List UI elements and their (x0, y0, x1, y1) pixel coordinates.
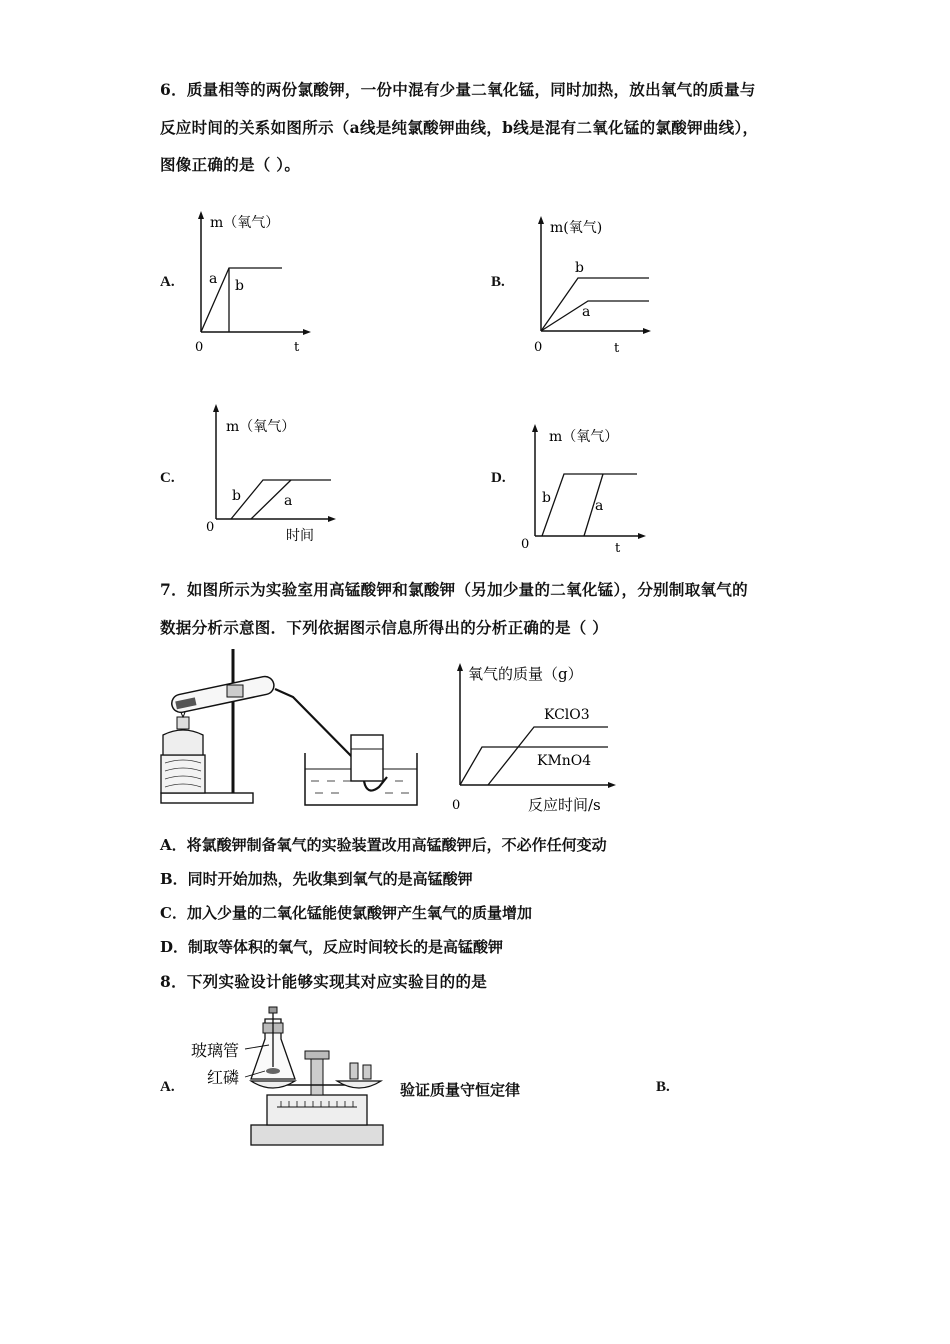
balance-base (251, 1125, 383, 1145)
origin-label: 0 (195, 340, 204, 355)
y-axis-label: m（氧气） (210, 215, 280, 231)
x-axis-label: t (615, 541, 621, 556)
curve-b-label: b (575, 260, 584, 276)
curve-a-label: a (595, 498, 604, 514)
origin-label: 0 (521, 537, 530, 552)
q6-stem-line2: 反应时间的关系如图所示（a线是纯氯酸钾曲线，b线是混有二氧化锰的氯酸钾曲线）， (160, 118, 759, 137)
x-axis-label: t (614, 341, 620, 356)
clamp (227, 685, 243, 697)
origin-label: 0 (452, 798, 461, 813)
y-axis-arrow (213, 404, 219, 412)
y-axis-label: m(氧气) (550, 220, 603, 236)
curve-a-label: a (284, 493, 293, 509)
x-axis-arrow (328, 516, 336, 522)
gas-collecting-bottle (351, 735, 383, 781)
q6-stem-line1: 6．质量相等的两份氯酸钾，一份中混有少量二氧化锰，同时加热，放出氧气的质量与 (160, 80, 756, 99)
q7-option-d: D．制取等体积的氧气，反应时间较长的是高锰酸钾 (160, 938, 504, 956)
curve-a-label: a (209, 271, 218, 287)
red-phosphorus (266, 1068, 280, 1074)
q8-stem: 8．下列实验设计能够实现其对应实验目的的是 (160, 972, 488, 991)
wooden-block (161, 755, 205, 793)
y-axis-arrow (538, 216, 544, 224)
q8-option-b-label: B. (656, 1079, 670, 1095)
curve-b-label: b (542, 490, 551, 506)
q6-stem-line3: 图像正确的是（ ）。 (160, 155, 301, 174)
glass-tube-label: 玻璃管 (191, 1041, 240, 1060)
q6-option-c-graph (200, 398, 350, 548)
y-axis-label: m（氧气） (549, 429, 619, 445)
kmno4-label: KMnO4 (537, 753, 592, 769)
q6-option-a-graph (190, 205, 320, 355)
q6-option-b-graph (530, 210, 660, 360)
origin-label: 0 (534, 340, 543, 355)
curve-b-label: b (232, 488, 241, 504)
curve-a (541, 301, 649, 331)
y-axis-arrow (198, 211, 204, 219)
water-lines (311, 781, 409, 793)
q7-stem-line1: 7．如图所示为实验室用高锰酸钾和氯酸钾（另加少量的二氧化锰），分别制取氧气的 (160, 580, 748, 599)
x-axis-arrow (643, 328, 651, 334)
y-axis-label: m（氧气） (226, 419, 296, 435)
q7-stem-line2: 数据分析示意图．下列依据图示信息所得出的分析正确的是（ ） (160, 618, 609, 637)
weight-icon (350, 1063, 358, 1079)
q7-option-b: B．同时开始加热，先收集到氧气的是高锰酸钾 (160, 870, 473, 888)
q7-apparatus-illustration (155, 645, 425, 815)
curve-b (231, 480, 331, 519)
q6-option-b-label: B. (491, 274, 505, 290)
red-phosphorus-label: 红磷 (207, 1068, 240, 1087)
curve-b (541, 278, 649, 331)
y-axis-arrow (457, 663, 463, 671)
left-pan (251, 1081, 295, 1088)
q8-balance-illustration (185, 1005, 390, 1150)
right-pan (337, 1081, 381, 1088)
curve-a-label: a (582, 304, 591, 320)
q6-option-d-label: D. (491, 470, 506, 486)
weight-icon (363, 1065, 371, 1079)
x-axis-label: t (294, 340, 300, 355)
x-axis-label: 反应时间/s (528, 796, 601, 814)
alcohol-lamp (163, 730, 203, 755)
q8-option-a-purpose: 验证质量守恒定律 (400, 1081, 521, 1099)
q7-option-a: A．将氯酸钾制备氧气的实验装置改用高锰酸钾后，不必作任何变动 (160, 836, 607, 854)
curve-b-label: b (235, 278, 244, 294)
q6-option-a-label: A. (160, 274, 175, 290)
test-tube (170, 675, 275, 714)
balance-body (267, 1095, 367, 1125)
x-axis-label: 时间 (286, 528, 314, 544)
y-axis-label: 氧气的质量（g） (468, 665, 583, 683)
q7-option-c: C．加入少量的二氧化锰能使氯酸钾产生氧气的质量增加 (160, 904, 532, 922)
q8-option-a-label: A. (160, 1079, 175, 1095)
kclo3-label: KClO3 (544, 707, 590, 723)
q7-chart (440, 655, 630, 820)
x-axis-arrow (638, 533, 646, 539)
origin-label: 0 (206, 520, 215, 535)
x-axis-arrow (608, 782, 616, 788)
balance-post (311, 1057, 323, 1095)
stand-base (161, 793, 253, 803)
x-axis-arrow (303, 329, 311, 335)
q6-option-d-graph (520, 418, 660, 558)
q6-option-c-label: C. (160, 470, 175, 486)
curve-b (542, 474, 637, 536)
lamp-wick (177, 717, 189, 729)
y-axis-arrow (532, 424, 538, 432)
